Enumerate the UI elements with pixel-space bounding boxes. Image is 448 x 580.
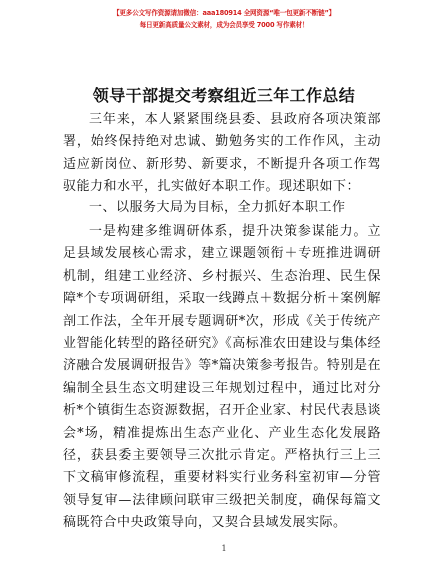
page-number: 1 — [221, 544, 227, 553]
section-heading — [63, 197, 381, 219]
body-paragraph-intro — [63, 109, 381, 199]
paragraph-text: 一是构建多维调研体系，提升决策参谋能力。立足县域发展核心需求，建立课题领衔＋专班推进调研机制，组建工业经济、乡村振兴、生态治理、民生保障*个专项调研组，采取一线蹲点＋数据分析＋案例解剖工作法，全年开展专题调研*次，形成《关于传统产业智能化转型的路径研究》《高标准农田建设与集体经济融合发展调研报告》等*篇决策参考报告。特别是在编制全县生态文明建设三年规划过程中，通过比对分析*个镇街生态资源数据，召开企业家、村民代表恳谈会*场，精准提炼出生态产业化、产业生态化发展路径，获县委主要领导三次批示肯定。严格执行三上三下文稿审修流程，重要材料实行业务科室初审—分管领导复审—法律顾问联审三级把关制度，确保每篇文稿既符合中央政策导向，又契合县域发展实际。 — [63, 224, 381, 531]
paragraph-text: 三年来，本人紧紧围绕县委、县政府各项决策部署，始终保持绝对忠诚、勤勉务实的工作作风，主动适应新岗位、新形势、新要求，不断提升各项工作驾驭能力和水平，扎实做好本职工作。现述职如下： — [63, 112, 381, 195]
promo-banner-line-2: 每日更新高质量公文素材，成为会员享受 7000 写作素材！ — [139, 21, 309, 29]
body-paragraph-research — [63, 221, 381, 535]
promo-banner-line-1: 【更多公文写作资源请加微信：aaa180914 全网资源“唯一包更新不断链”】 — [112, 9, 336, 17]
section-heading-text: 一、以服务大局为目标，全力抓好本职工作 — [89, 200, 346, 215]
document-title: 领导干部提交考察组近三年工作总结 — [92, 86, 356, 105]
